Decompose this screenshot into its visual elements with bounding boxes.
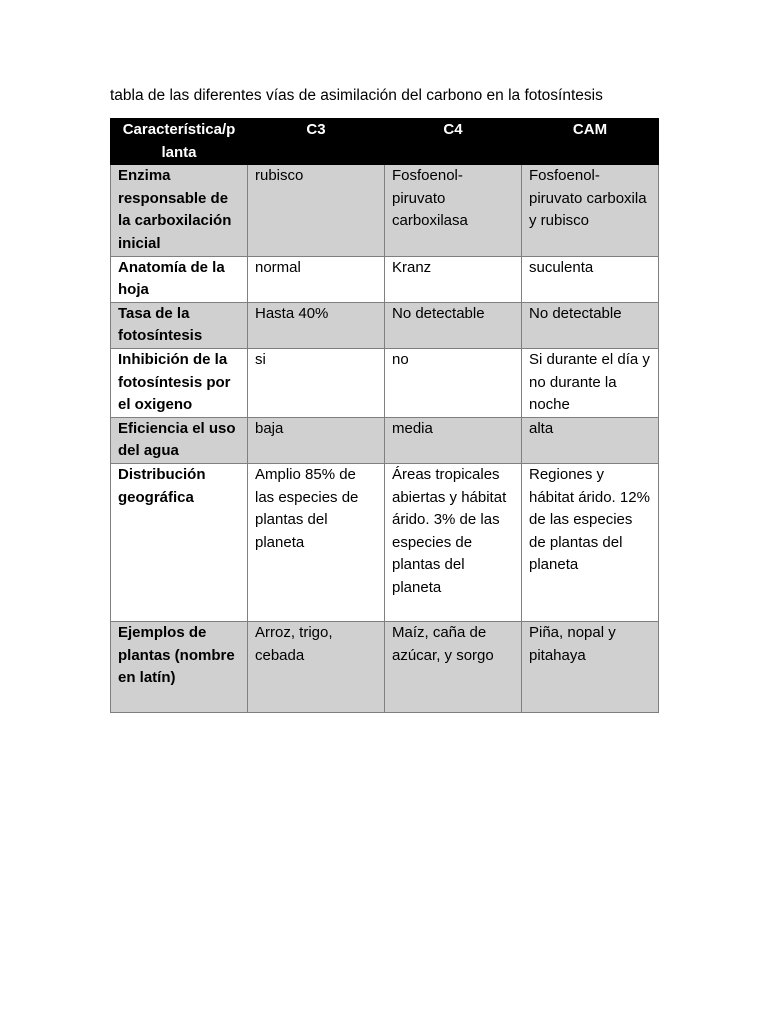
header-c4: C4: [385, 119, 522, 165]
cell-c4: Fosfoenol-piruvato carboxilasa: [385, 165, 522, 256]
cell-c4: Kranz: [385, 256, 522, 302]
cell-c3: rubisco: [248, 165, 385, 256]
table-row: [111, 621, 659, 712]
table-row: [111, 165, 659, 256]
table-row: [111, 463, 659, 621]
table-row: [111, 348, 659, 417]
cell-c3: baja: [248, 417, 385, 463]
cell-cam: Si durante el día y no durante la noche: [522, 348, 659, 417]
header-c3: C3: [248, 119, 385, 165]
header-characteristic: Característica/p lanta: [111, 119, 248, 165]
cell-c4: Áreas tropicales abiertas y hábitat árido. 3% de las especies de plantas del planeta: [385, 463, 522, 621]
cell-cam: alta: [522, 417, 659, 463]
cell-cam: suculenta: [522, 256, 659, 302]
cell-c3: normal: [248, 256, 385, 302]
row-label: Tasa de la fotosíntesis: [111, 302, 248, 348]
table-row: [111, 417, 659, 463]
row-label: Ejemplos de plantas (nombre en latín): [111, 621, 248, 712]
cell-c4: No detectable: [385, 302, 522, 348]
row-label: Eficiencia el uso del agua: [111, 417, 248, 463]
row-label: Anatomía de la hoja: [111, 256, 248, 302]
cell-cam: No detectable: [522, 302, 659, 348]
row-label: Distribución geográfica: [111, 463, 248, 621]
cell-c3: Arroz, trigo, cebada: [248, 621, 385, 712]
cell-cam: Piña, nopal y pitahaya: [522, 621, 659, 712]
table-header-row: [111, 119, 659, 165]
cell-c3: Amplio 85% de las especies de plantas del planeta: [248, 463, 385, 621]
cell-c3: si: [248, 348, 385, 417]
row-label: Enzima responsable de la carboxilación inicial: [111, 165, 248, 256]
cell-c4: media: [385, 417, 522, 463]
cell-cam: Regiones y hábitat árido. 12% de las especies de plantas del planeta: [522, 463, 659, 621]
table-row: [111, 302, 659, 348]
cell-c3: Hasta 40%: [248, 302, 385, 348]
row-label: Inhibición de la fotosíntesis por el oxigeno: [111, 348, 248, 417]
table-row: [111, 256, 659, 302]
cell-cam: Fosfoenol-piruvato carboxila y rubisco: [522, 165, 659, 256]
cell-c4: Maíz, caña de azúcar, y sorgo: [385, 621, 522, 712]
carbon-pathways-table: [110, 118, 659, 713]
document-title: tabla de las diferentes vías de asimilación del carbono en la fotosíntesis: [110, 87, 603, 104]
header-cam: CAM: [522, 119, 659, 165]
cell-c4: no: [385, 348, 522, 417]
